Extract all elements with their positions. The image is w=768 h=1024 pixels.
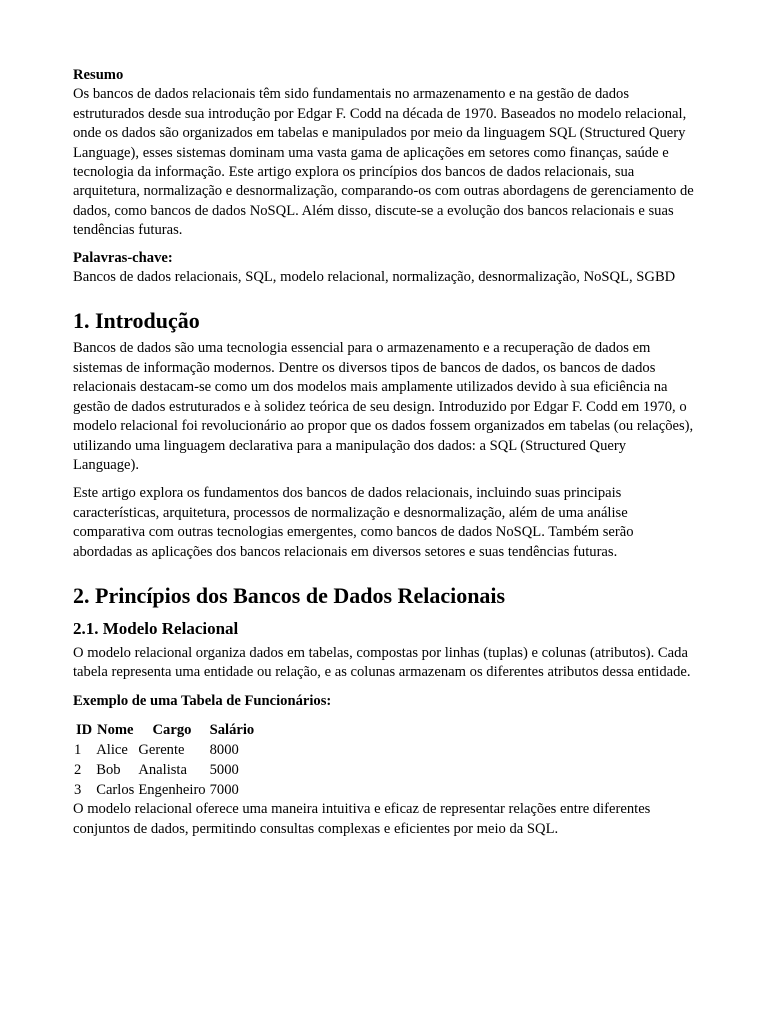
document-page xyxy=(73,66,695,839)
abstract-text: Os bancos de dados relacionais têm sido fundamentais no armazenamento e na gestão de dados estruturados desde sua introdução por Edgar F. Codd na década de 1970. Baseados no modelo relacional, onde os dados são organizados em tabelas e manipulados por meio da linguagem SQL (Structured Query Language), esses sistemas dominam uma vasta gama de aplicações em setores como finanças, saúde e tecnologia da informação. Este artigo explora os princípios dos bancos de dados relacionais, sua arquitetura, normalização e desnormalização, comparando-os com outras abordagens de gerenciamento de dados, como bancos de dados NoSQL. Além disso, discute-se a evolução dos bancos relacionais e suas tendências futuras. xyxy=(73,86,694,239)
column-header-role: Cargo xyxy=(152,722,192,739)
cell-id: 1 xyxy=(74,742,82,759)
table-row xyxy=(73,760,258,780)
relational-model-closing-paragraph: O modelo relacional oferece uma maneira intuitiva e eficaz de representar relações entre diferentes conjuntos de dados, permitindo consultas complexas e eficientes por meio da SQL. xyxy=(73,801,651,837)
column-header-salary: Salário xyxy=(209,722,255,739)
cell-id: 3 xyxy=(74,782,82,799)
keywords-text: Bancos de dados relacionais, SQL, modelo relacional, normalização, desnormalização, NoSQL, SGBD xyxy=(73,269,676,286)
cell-name: Alice xyxy=(96,742,128,759)
intro-paragraph-2: Este artigo explora os fundamentos dos bancos de dados relacionais, incluindo suas principais características, arquitetura, processos de normalização e desnormalização, além de uma análise comparativa com outras tecnologias emergentes, como bancos de dados NoSQL. Também serão abordadas as aplicações dos bancos relacionais em diversos setores e suas tendências futuras. xyxy=(73,485,634,560)
employees-table xyxy=(73,720,258,800)
column-header-name: Nome xyxy=(97,722,134,739)
table-row xyxy=(73,740,258,760)
cell-role: Analista xyxy=(138,762,187,779)
section-title-principles: 2. Princípios dos Bancos de Dados Relacionais xyxy=(73,582,506,608)
keywords-heading: Palavras-chave: xyxy=(73,249,173,266)
table-header-row xyxy=(73,720,258,740)
cell-salary: 5000 xyxy=(209,762,239,779)
cell-salary: 8000 xyxy=(209,742,239,759)
column-header-id: ID xyxy=(76,722,93,739)
section-title-introduction: 1. Introdução xyxy=(73,308,200,334)
relational-model-paragraph: O modelo relacional organiza dados em tabelas, compostas por linhas (tuplas) e colunas (atributos). Cada tabela representa uma entidade ou relação, e as colunas armazenam os diferentes atributos dessa entidade. xyxy=(73,644,691,681)
cell-id: 2 xyxy=(74,762,82,779)
cell-role: Engenheiro xyxy=(138,782,206,799)
table-row xyxy=(73,780,258,800)
table-example-label: Exemplo de uma Tabela de Funcionários: xyxy=(73,692,332,709)
cell-name: Bob xyxy=(96,762,121,779)
intro-paragraph-1: Bancos de dados são uma tecnologia essencial para o armazenamento e a recuperação de dados em sistemas de informação modernos. Dentre os diversos tipos de bancos de dados, os bancos de dados relacionais destacam-se como um dos modelos mais amplamente utilizados devido à sua eficiência na gestão de dados estruturados e à solidez teórica de seu design. Introduzido por Edgar F. Codd em 1970, o modelo relacional foi revolucionário ao propor que os dados fossem organizados em tabelas (ou relações), utilizando uma linguagem declarativa para a manipulação dos dados: a SQL (Structured Query Language). xyxy=(73,340,694,473)
cell-name: Carlos xyxy=(96,782,135,799)
abstract-heading: Resumo xyxy=(73,67,124,83)
cell-role: Gerente xyxy=(138,742,185,759)
subsection-title-relational-model: 2.1. Modelo Relacional xyxy=(73,618,239,638)
cell-salary: 7000 xyxy=(209,782,239,799)
